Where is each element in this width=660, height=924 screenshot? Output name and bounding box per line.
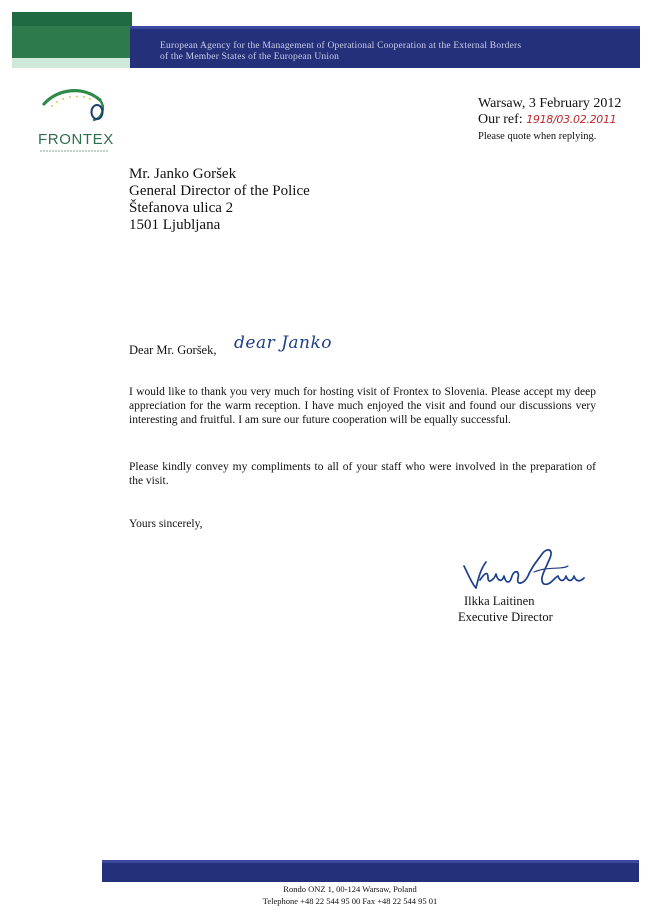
handwritten-signature <box>458 540 588 596</box>
recipient-name: Mr. Janko Goršek <box>129 166 237 182</box>
header-blue-accent <box>130 26 640 29</box>
body-paragraph: Please kindly convey my compliments to all of your staff who were involved in the preparation of the visit. <box>129 461 596 487</box>
frontex-wordmark: FRONTEX <box>38 131 114 148</box>
logo-tagline-line <box>40 149 108 153</box>
salutation: Dear Mr. Goršek, <box>129 343 217 357</box>
agency-name-line-1: European Agency for the Management of Operational Cooperation at the External Borders <box>160 41 522 51</box>
signatory-name: Ilkka Laitinen <box>464 594 535 608</box>
reference-value: 1918/03.02.2011 <box>526 113 617 126</box>
recipient-street: Štefanova ulica 2 <box>129 200 234 216</box>
header-green-band <box>12 12 132 26</box>
reference-row <box>478 112 616 128</box>
closing: Yours sincerely, <box>129 518 203 530</box>
body-paragraph: I would like to thank you very much for hosting visit of Frontex to Slovenia. Please accept my deep appreciation for the warm reception. I have much enjoyed the visit and found our discussions very interesting and fruitful. I am sure our future cooperation will be equally successful. <box>129 386 596 426</box>
agency-name-line-2: of the Member States of the European Union <box>160 52 340 62</box>
signatory-title: Executive Director <box>458 610 553 624</box>
header-green-block <box>12 26 132 58</box>
handwritten-greeting: dear Janko <box>234 333 333 353</box>
recipient-title: General Director of the Police <box>129 183 310 199</box>
recipient-city: 1501 Ljubljana <box>129 217 221 233</box>
footer-address: Rondo ONZ 1, 00-124 Warsaw, Poland <box>283 884 417 894</box>
footer-phone: Telephone +48 22 544 95 00 Fax +48 22 544 95 01 <box>262 896 438 906</box>
quote-note: Please quote when replying. <box>478 131 597 142</box>
letter-date: Warsaw, 3 February 2012 <box>478 96 622 111</box>
reference-label: Our ref: <box>478 112 523 127</box>
footer-blue-band <box>102 860 639 882</box>
footer-blue-accent <box>102 860 639 863</box>
header-mint-strip <box>12 58 132 68</box>
frontex-logo-icon <box>40 84 110 130</box>
agency-name <box>160 41 630 63</box>
